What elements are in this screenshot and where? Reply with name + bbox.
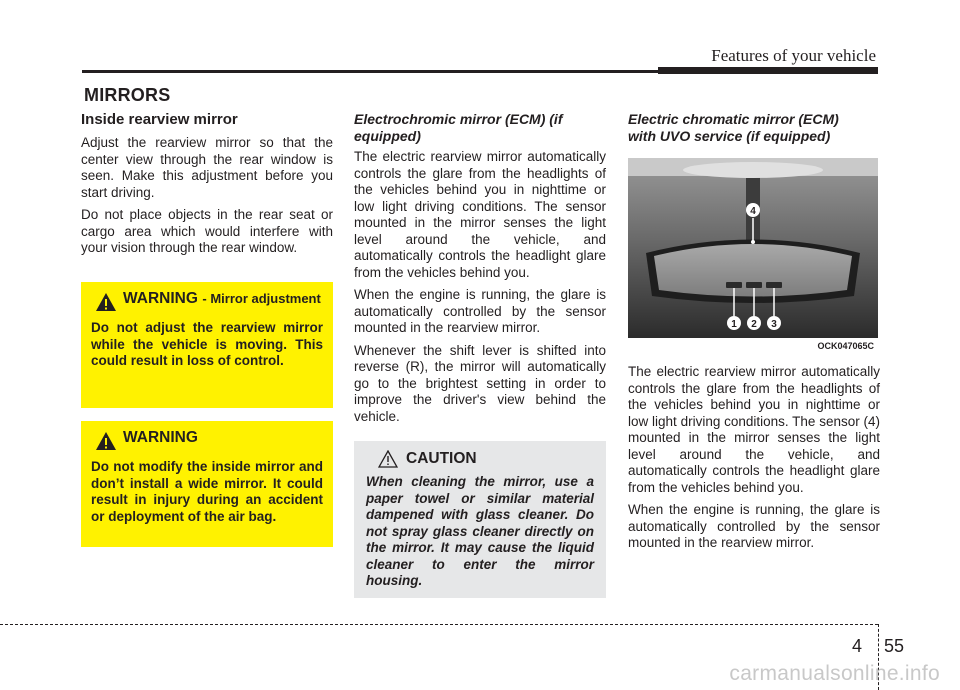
section-title: MIRRORS <box>84 85 171 105</box>
ecm-para-2: When the engine is running, the glare is automatically controlled by the sensor mounted in the rearview mirror. <box>354 287 606 335</box>
column-ecm <box>354 111 606 431</box>
callout-4: 4 <box>750 206 756 217</box>
header-rule-accent <box>658 67 878 74</box>
caution-header <box>378 450 594 468</box>
warning-header <box>95 429 323 451</box>
warning-text: Do not adjust the rearview mirror while the vehicle is moving. This could result in loss of control. <box>91 320 323 368</box>
column-inside-mirror <box>81 111 333 263</box>
column-ecm-uvo-text <box>628 364 880 558</box>
callout-1: 1 <box>731 319 737 330</box>
warning-triangle-icon <box>95 431 117 451</box>
chapter-number: 4 <box>852 636 863 656</box>
footer-rule <box>0 624 878 625</box>
warning-box-mirror-adjustment <box>81 282 333 408</box>
image-code: OCK047065C <box>817 341 874 351</box>
warning-label: WARNING <box>123 429 198 446</box>
caution-text: When cleaning the mirror, use a paper towel or similar material dampened with glass cleaner. Do not spray glass cleaner directly on the mirror. It may cause the liquid cleaner to enter the mirror housing. <box>366 474 594 588</box>
ecm-uvo-para-1: The electric rearview mirror automatically controls the glare from the headlights of the vehicles behind you in nighttime or low light driving conditions. The sensor (4) mounted in the mirror senses the light level around the vehicle, and automatically controls the headlight glare from the vehicles behind you. <box>628 364 880 495</box>
caution-label: CAUTION <box>406 450 477 467</box>
callout-2: 2 <box>751 319 757 330</box>
warning-header <box>95 290 323 312</box>
ecm-heading: Electrochromic mirror (ECM) (if equipped) <box>354 111 563 144</box>
inside-mirror-para-2: Do not place objects in the rear seat or cargo area which would interfere with your vision through the rear window. <box>81 207 333 255</box>
inside-mirror-heading: Inside rearview mirror <box>81 111 238 128</box>
warning-text: Do not modify the inside mirror and don’t install a wide mirror. It could result in injury during an accident or deployment of the air bag. <box>91 459 323 524</box>
ecm-para-1: The electric rearview mirror automatically controls the glare from the headlights of the vehicles behind you in nighttime or low light driving conditions. The sensor mounted in the mirror senses the light level around the vehicle, and automatically controls the headlight glare from the vehicles behind you. <box>354 149 606 280</box>
column-ecm-uvo <box>628 111 880 149</box>
ecm-para-3: Whenever the shift lever is shifted into reverse (R), the mirror will automatically go to the brightest setting in order to improve the driver's view behind the vehicle. <box>354 342 606 424</box>
rearview-mirror-illustration <box>628 158 878 338</box>
caution-triangle-icon <box>378 450 398 468</box>
page-number: 55 <box>884 636 905 656</box>
warning-label: WARNING <box>123 290 198 307</box>
caution-box <box>354 441 606 598</box>
warning-sublabel: - Mirror adjustment <box>202 291 321 306</box>
warning-triangle-icon <box>95 292 117 312</box>
warning-box-modify-mirror <box>81 421 333 547</box>
inside-mirror-para-1: Adjust the rearview mirror so that the center view through the rear window is seen. Make this adjustment before you start driving. <box>81 135 333 200</box>
mirror-photo <box>628 158 878 354</box>
ecm-uvo-para-2: When the engine is running, the glare is automatically controlled by the sensor mounted in the rearview mirror. <box>628 502 880 550</box>
watermark: carmanualsonline.info <box>729 662 940 685</box>
ecm-uvo-heading: Electric chromatic mirror (ECM) with UVO service (if equipped) <box>628 111 839 144</box>
header-title: Features of your vehicle <box>711 46 876 65</box>
callout-3: 3 <box>771 319 777 330</box>
